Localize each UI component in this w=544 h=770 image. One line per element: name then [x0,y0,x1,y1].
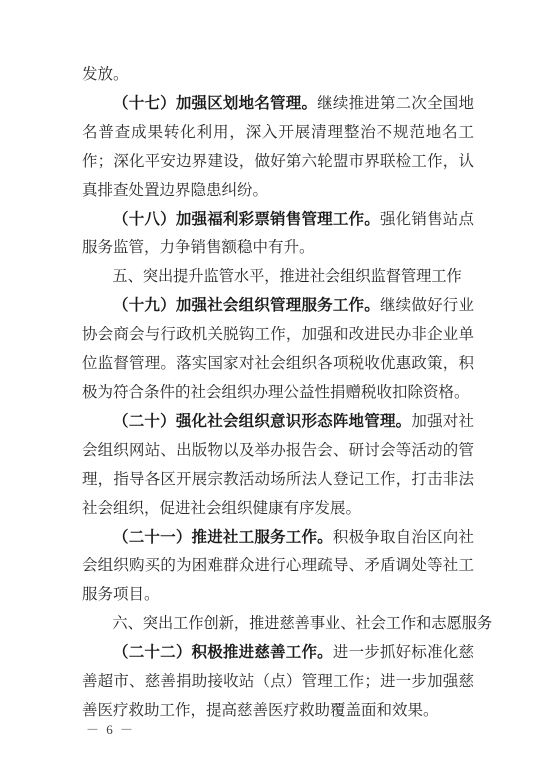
item-17-lead: （十七）加强区划地名管理。 [113,93,318,112]
page-number: － 6 － [86,722,136,737]
item-20-paragraph [82,407,474,523]
item-21-paragraph [82,523,474,610]
item-22-text: 进一步抓好标准化慈善超市、慈善捐助接收站（点）管理工作；进一步加强慈善医疗救助工作，提高慈善医疗救助覆盖面和效果。 [82,643,474,719]
item-22-lead: （二十二）积极推进慈善工作。 [113,643,333,662]
item-19-text: 继续做好行业协会商会与行政机关脱钩工作，加强和改进民办非企业单位监督管理。落实国家对社会组织各项税收优惠政策，积极为符合条件的社会组织办理公益性捐赠税收扣除资格。 [82,296,474,401]
document-body [82,60,493,725]
item-18-text: 强化销售站点服务监管，力争销售额稳中有升。 [82,209,474,257]
item-22-paragraph [82,638,474,725]
section-5-heading: 五、突出提升监管水平，推进社会组织监督管理工作 [112,267,462,286]
continuation-text [82,60,474,89]
item-20-text: 加强对社会组织网站、出版物以及举办报告会、研讨会等活动的管理，指导各区开展宗教活动场所法人登记工作，打击非法社会组织，促进社会组织健康有序发展。 [82,411,474,517]
item-21-text: 积极争取自治区向社会组织购买的为困难群众进行心理疏导、矛盾调处等社工服务项目。 [82,527,474,604]
item-17-paragraph [82,89,474,205]
section-6-heading: 六、突出工作创新，推进慈善事业、社会工作和志愿服务 [112,614,493,633]
item-19-lead: （十九）加强社会组织管理服务工作。 [113,296,380,315]
item-21-lead: （二十一）推进社工服务工作。 [113,527,333,546]
continuation-line: 发放。 [82,65,129,83]
item-18-paragraph [82,205,474,263]
item-17-text: 继续推进第二次全国地名普查成果转化利用，深入开展清理整治不规范地名工作；深化平安边界建设，做好第六轮盟市界联检工作，认真排查处置边界隐患纠纷。 [82,93,474,199]
item-18-lead: （十八）加强福利彩票销售管理工作。 [113,209,380,228]
item-19-paragraph [82,291,474,407]
item-20-lead: （二十）强化社会组织意识形态阵地管理。 [113,411,412,430]
